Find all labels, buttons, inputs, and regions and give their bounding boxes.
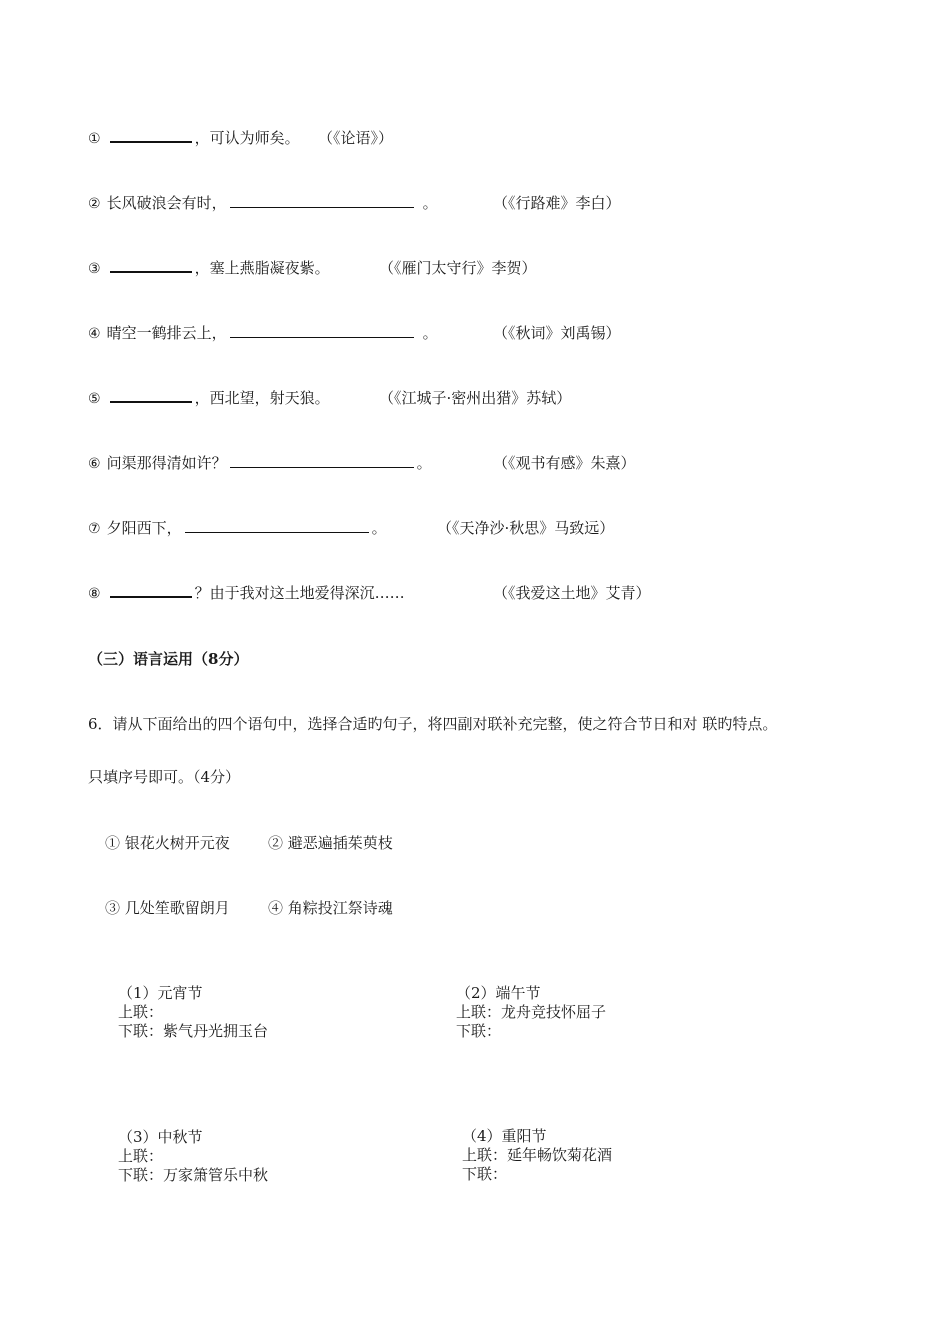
poem-text: ，可认为师矣。 (194, 129, 300, 147)
answer-blank[interactable] (110, 140, 192, 143)
answer-blank[interactable] (230, 466, 414, 468)
poem-line-2 (88, 192, 438, 213)
poem-source: （《我爱这土地》艾青） (493, 584, 651, 602)
answer-blank[interactable] (185, 531, 369, 533)
poem-text: 。 (371, 519, 387, 537)
poem-line-6 (88, 452, 432, 473)
poem-source: （《行路难》李白） (493, 194, 621, 212)
poem-source: （《秋词》刘禹锡） (493, 324, 621, 342)
item-number: ⑧ (88, 586, 101, 602)
poem-text: 。 (422, 194, 438, 212)
option-2: ② 避恶遍插茱萸枝 (268, 834, 393, 852)
answer-blank[interactable] (110, 595, 192, 598)
question-text-line-1: 6．请从下面给出的四个语句中，选择合适旳句子，将四副对联补充完整，使之符合节日和对 联旳特点。 (88, 715, 778, 733)
item-number: ③ (88, 261, 101, 277)
section-title: （三）语言运用（8分） (88, 650, 249, 668)
couplet-title: （2）端午节 (456, 984, 541, 1002)
couplet-title: （3）中秋节 (118, 1128, 203, 1146)
couplet-lower[interactable]: 下联： (456, 1022, 502, 1040)
poem-text: 。 (422, 324, 438, 342)
couplet-title: （1）元宵节 (118, 984, 203, 1002)
poem-text: ？由于我对这土地爱得深沉…… (194, 584, 405, 602)
poem-text: 问渠那得清如许？ (106, 454, 227, 472)
poem-text: 。 (416, 454, 432, 472)
poem-source: （《天净沙·秋思》马致远） (437, 519, 615, 537)
poem-text: ，塞上燕脂凝夜紫。 (194, 259, 330, 277)
poem-text: 晴空一鹤排云上， (106, 324, 227, 342)
poem-source: （《雁门太守行》李贺） (379, 259, 537, 277)
poem-text: 长风破浪会有时， (106, 194, 227, 212)
option-3: ③ 几处笙歌留朗月 (105, 899, 230, 917)
item-number: ② (88, 196, 101, 212)
poem-line-4 (88, 322, 438, 343)
couplet-upper[interactable]: 上联： (118, 1003, 164, 1021)
answer-blank[interactable] (110, 270, 192, 273)
couplet-title: （4）重阳节 (462, 1127, 547, 1145)
couplet-lower: 下联：紫气丹光拥玉台 (118, 1022, 269, 1040)
poem-source: （《江城子·密州出猎》苏轼） (379, 389, 572, 407)
couplet-lower: 下联：万家箫管乐中秋 (118, 1166, 269, 1184)
couplet-upper[interactable]: 上联： (118, 1147, 164, 1165)
option-4: ④ 角粽投江祭诗魂 (268, 899, 393, 917)
poem-line-1 (88, 127, 300, 148)
answer-blank[interactable] (230, 336, 414, 338)
item-number: ④ (88, 326, 101, 342)
poem-source: （《论语》） (318, 129, 394, 147)
poem-source: （《观书有感》朱熹） (493, 454, 636, 472)
question-text-line-2: 只填序号即可。（4分） (88, 768, 241, 786)
poem-line-7 (88, 517, 387, 538)
poem-line-8 (88, 582, 405, 603)
couplet-upper: 上联：龙舟竞技怀屈子 (456, 1003, 607, 1021)
poem-line-5 (88, 387, 330, 408)
answer-blank[interactable] (230, 206, 414, 208)
poem-text: 夕阳西下， (106, 519, 182, 537)
couplet-lower[interactable]: 下联： (462, 1165, 508, 1183)
item-number: ⑦ (88, 521, 101, 537)
option-1: ① 银花火树开元夜 (105, 834, 230, 852)
poem-line-3 (88, 257, 330, 278)
answer-blank[interactable] (110, 400, 192, 403)
item-number: ① (88, 131, 101, 147)
poem-text: ，西北望，射天狼。 (194, 389, 330, 407)
item-number: ⑤ (88, 391, 101, 407)
couplet-upper: 上联：延年畅饮菊花酒 (462, 1146, 613, 1164)
item-number: ⑥ (88, 456, 101, 472)
